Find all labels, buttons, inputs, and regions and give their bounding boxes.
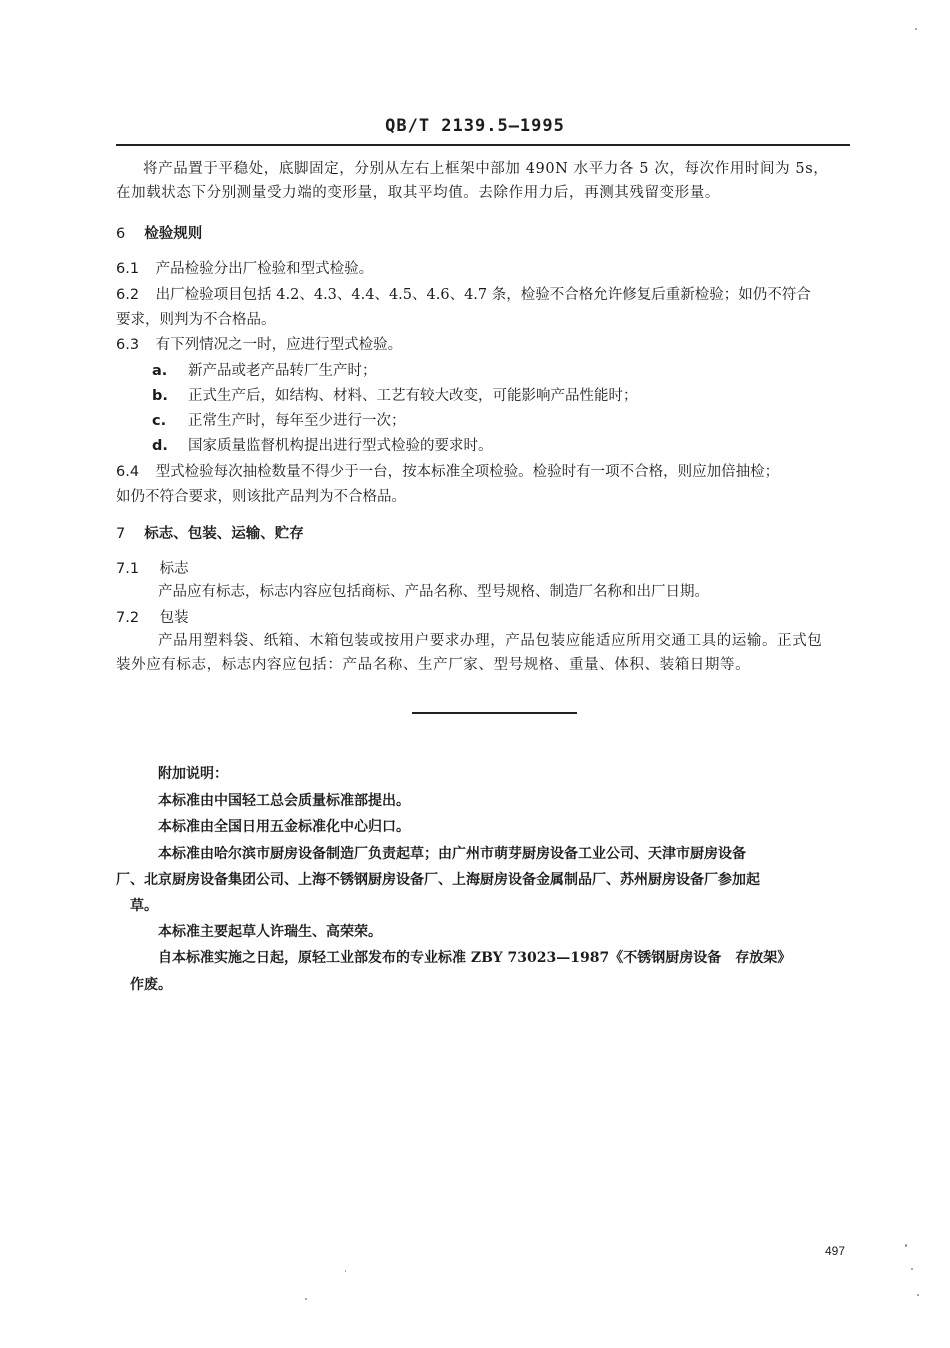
list-item-a <box>152 358 377 384</box>
clause-6-4-line-1 <box>116 459 779 485</box>
section-6-number: 6 <box>116 226 126 242</box>
clause-6-2-text-1: 出厂检验项目包括 4.2、4.3、4.4、4.5、4.6、4.7 条，检验不合格允许修复后重新检验；如仍不符合 <box>155 287 811 303</box>
clause-6-3 <box>116 332 402 358</box>
list-item-c-text: 正常生产时，每年至少进行一次； <box>188 413 406 429</box>
clause-6-2-number: 6.2 <box>116 287 140 303</box>
clause-6-1 <box>116 256 373 282</box>
scan-speck <box>917 1294 919 1296</box>
scan-speck <box>905 1244 907 1247</box>
clause-6-4-line-2: 如仍不符合要求，则该批产品判为不合格品。 <box>116 489 406 505</box>
section-7-heading <box>116 522 304 543</box>
clause-7-2-number: 7.2 <box>116 610 140 626</box>
clause-6-3-text: 有下列情况之一时，应进行型式检验。 <box>155 337 403 353</box>
clause-6-2-line-1 <box>116 282 811 308</box>
clause-6-1-text: 产品检验分出厂检验和型式检验。 <box>155 261 374 277</box>
appendix-para-1: 本标准由中国轻工总会质量标准部提出。 <box>158 793 410 809</box>
clause-6-3-number: 6.3 <box>116 337 140 353</box>
scan-speck <box>305 1298 307 1300</box>
clause-7-2-line-1: 产品用塑料袋、纸箱、木箱包装或按用户要求办理，产品包装应能适应所用交通工具的运输。正式包 <box>158 633 823 649</box>
clause-7-2-title: 包装 <box>159 610 189 626</box>
list-item-d <box>152 433 493 459</box>
list-item-c <box>152 408 406 434</box>
appendix-title: 附加说明： <box>158 766 228 782</box>
appendix-para-5-line-1: 自本标准实施之日起，原轻工业部发布的专业标准 ZBY 73023—1987《不锈钢厨房设备 存放架》 <box>158 950 792 966</box>
appendix-para-3-line-1: 本标准由哈尔滨市厨房设备制造厂负责起草；由广州市萌芽厨房设备工业公司、天津市厨房设备 <box>158 846 746 862</box>
list-item-d-label: d. <box>152 438 168 454</box>
clause-6-2-line-2: 要求，则判为不合格品。 <box>116 312 276 328</box>
section-7-number: 7 <box>116 526 126 542</box>
appendix-para-3-line-2: 厂、北京厨房设备集团公司、上海不锈钢厨房设备厂、上海厨房设备金属制品厂、苏州厨房设备厂参加起 <box>116 872 760 888</box>
list-item-b-label: b. <box>152 388 168 404</box>
list-item-b-text: 正式生产后，如结构、材料、工艺有较大改变，可能影响产品性能时； <box>188 388 638 404</box>
intro-line-1: 将产品置于平稳处，底脚固定，分别从左右上框架中部加 490N 水平力各 5 次，每次作用时间为 5s， <box>143 161 829 177</box>
appendix-para-4: 本标准主要起草人许瑞生、高荣荣。 <box>158 924 382 940</box>
appendix-para-5-line-2: 作废。 <box>130 977 172 993</box>
clause-7-2-line-2: 装外应有标志，标志内容应包括：产品名称、生产厂家、型号规格、重量、体积、装箱日期等。 <box>116 657 751 673</box>
list-item-c-label: c. <box>152 413 167 429</box>
appendix-para-2: 本标准由全国日用五金标准化中心归口。 <box>158 819 410 835</box>
section-6-heading <box>116 222 202 243</box>
clause-7-1-text: 产品应有标志，标志内容应包括商标、产品名称、型号规格、制造厂名称和出厂日期。 <box>158 584 709 600</box>
intro-line-2: 在加载状态下分别测量受力端的变形量，取其平均值。去除作用力后，再测其残留变形量。 <box>116 185 720 201</box>
header-rule <box>116 144 850 146</box>
scan-speck <box>345 1270 346 1272</box>
page-number: 497 <box>825 1244 846 1258</box>
section-6-title: 检验规则 <box>144 225 203 242</box>
scan-speck <box>911 1268 913 1270</box>
clause-7-1-number: 7.1 <box>116 561 140 577</box>
list-item-a-text: 新产品或老产品转厂生产时； <box>188 363 377 379</box>
section-7-title: 标志、包装、运输、贮存 <box>144 525 304 542</box>
list-item-b <box>152 383 638 409</box>
scan-speck <box>915 28 917 30</box>
list-item-a-label: a. <box>152 363 168 379</box>
standard-code: QB/T 2139.5—1995 <box>385 116 565 136</box>
section-end-rule <box>412 712 577 714</box>
clause-6-1-number: 6.1 <box>116 261 140 277</box>
list-item-d-text: 国家质量监督机构提出进行型式检验的要求时。 <box>188 438 493 454</box>
clause-7-1-title: 标志 <box>159 561 189 577</box>
clause-6-4-text-1: 型式检验每次抽检数量不得少于一台，按本标准全项检验。检验时有一项不合格，则应加倍抽检； <box>155 464 780 480</box>
appendix-para-3-line-3: 草。 <box>130 898 158 914</box>
clause-6-4-number: 6.4 <box>116 464 140 480</box>
